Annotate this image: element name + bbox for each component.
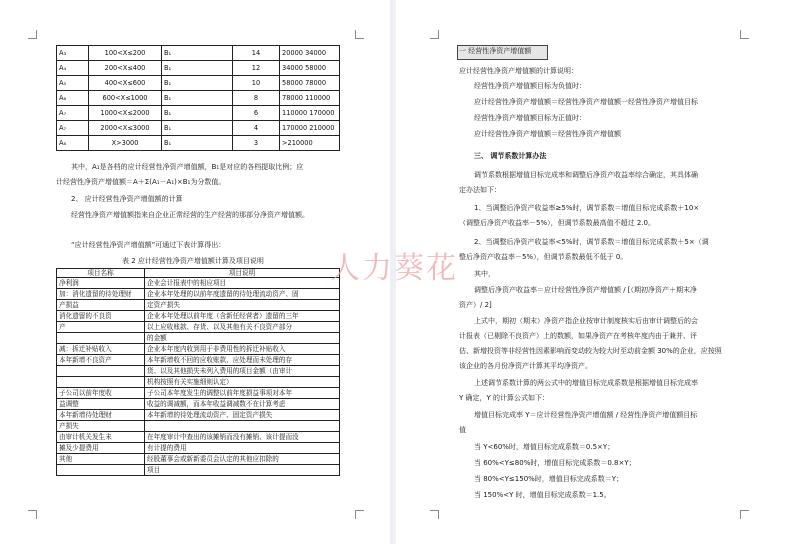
crop-mark [430,30,439,39]
grade-table-cell: B₁ [162,46,233,61]
left-paragraph-1: 其中，A₁是各档的应计经营性净资产增值额，B₁是对应的各档提取比例；应 [71,163,304,171]
grade-table [56,45,340,151]
right-body-line: 调整后净资产收益率＝应计经营性净资产增值额 / [（期初净资产＋期末净 [474,286,698,294]
grade-table-cell: 6 [233,106,280,121]
right-body-line: （调整后净资产收益率－5%），但调节系数最高值不超过 2.0。 [459,219,655,227]
right-line: 应计经营性净资产增值额＝经营性净资产增值额一经营性净资产增值目标 [474,98,698,106]
condition-line: 当 Y<60%时，增值目标完成系数＝0.5×Y； [474,443,615,451]
items-table-row [57,377,340,388]
item-name-cell [57,333,145,344]
items-table-row [57,366,340,377]
item-desc-cell: 机构按照有关实施细则认定） [145,377,340,388]
items-table-row [57,300,340,311]
left-paragraph-3: 经营性净资产增值额指来自企业正常经营的生产经营的那部分净资产增值额。 [71,211,309,219]
grade-table-cell: 400<X≤600 [89,76,162,91]
grade-table-cell: B₁ [162,121,233,136]
items-table-row [57,322,340,333]
items-table-row [57,278,340,289]
right-line: 经营性净资产增值额目标为正值时： [474,114,586,122]
grade-table-cell: A₄ [57,61,89,76]
item-desc-cell: 企业本年处理的以前年度遗留的待处理流动资产、固 [145,289,340,300]
grade-table-row [57,61,340,76]
items-table [56,268,340,476]
condition-line: 当 80%<Y≤150%时，增值目标完成系数＝Y； [474,475,624,483]
item-name-cell: 减：拆迁补贴收入 [57,344,145,355]
right-line: 应计经营性净资产增值额的计算说明： [459,67,578,75]
item-name-cell: 消化遗留的不良资 [57,311,145,322]
item-desc-cell: 经股董事会或新新委员会认定的其他应扣除的 [145,454,340,465]
right-body-line: 调节系数根据增值目标完成率和调整后净资产收益率综合确定，其具体确 [474,171,698,179]
item-name-cell: 净利润 [57,278,145,289]
right-body-line: 2、当调整后净资产收益率<5%时，调节系数＝增值目标完成系数＋5×（调 [474,238,709,246]
right-body-line: 增值目标完成率 Y＝应计经营性净资产增值额 / 经营性净资产增值额目标 [474,411,698,419]
item-name-cell [57,366,145,377]
grade-table-cell: A₅ [57,76,89,91]
item-desc-cell [145,421,340,432]
grade-table-cell: >210000 [280,136,340,151]
grade-table-row [57,76,340,91]
grade-table-cell: 200<X≤400 [89,61,162,76]
crop-mark [355,30,364,39]
left-heading-2: 2、 应计经营性净资产增值额的计算 [71,195,183,203]
grade-table-cell: 600<X≤1000 [89,91,162,106]
grade-table-cell: 8 [233,91,280,106]
item-desc-cell: 定资产损失 [145,300,340,311]
grade-table-cell: 20000 34000 [280,46,340,61]
grade-table-cell: X>3000 [89,136,162,151]
grade-table-cell: 78000 110000 [280,91,340,106]
right-body-line: 定办法如下： [459,186,501,194]
items-table-row [57,333,340,344]
grade-table-cell: 14 [233,46,280,61]
items-table-row [57,399,340,410]
grade-table-row [57,46,340,61]
item-desc-cell: 收益的调减额，而本年收益调减数不在计算考虑 [145,399,340,410]
right-body-line: 资产）/ 2] [459,301,492,309]
grade-table-cell: 10 [233,76,280,91]
right-line: 经营性净资产增值额目标为负值时： [474,82,586,90]
grade-table-cell: 3 [233,136,280,151]
grade-table-cell: 100<X≤200 [89,46,162,61]
right-body-line: 整后净资产收益率－5%），但调节系数最低不低于 0。 [459,253,628,261]
item-name-cell: 子公司以前年度收 [57,388,145,399]
item-name-cell: 由审计机关发生未 [57,432,145,443]
grade-table-cell: 34000 58000 [280,61,340,76]
right-body-line: 估、新增投资等非经营性因素影响而变动较为较大时至动前金额 30%的企业，应按照 [459,347,722,355]
right-line: 应计经营性净资产增值额＝经营性净资产增值额 [474,130,621,138]
right-body-line: 该企业的各月份净资产计算其平均净资产。 [459,362,592,370]
item-desc-cell: 在年度审计中查出的该摊销而没有摊销、该计提而没 [145,432,340,443]
right-body-line: 其中， [474,270,495,278]
items-table-row [57,465,340,476]
item-desc-cell: 本年新增收不回的应收账款、应处理而未处理的存 [145,355,340,366]
item-name-cell: 本年新增不良资产 [57,355,145,366]
left-paragraph-2: 计经营性净资产增值额＝A＋Σ(A₁－A₁)×B₁为分数值。 [56,178,226,186]
items-table-row [57,443,340,454]
item-desc-cell: 有计提的费用 [145,443,340,454]
item-desc-cell: 的金额 [145,333,340,344]
grade-table-cell: A₈ [57,136,89,151]
section-3-heading: 三、 调节系数计算办法 [474,152,547,160]
grade-table-cell: A₇ [57,121,89,136]
crop-mark [740,30,749,39]
item-desc-cell: 企业本年处理以前年度（含新任经营者）遗留的三年 [145,311,340,322]
items-table-row [57,410,340,421]
crop-mark [28,510,37,519]
item-name-cell: 其他 [57,454,145,465]
grade-table-cell: B₁ [162,91,233,106]
grade-table-cell: A₃ [57,46,89,61]
grade-table-row [57,136,340,151]
grade-table-row [57,106,340,121]
crop-mark [355,510,364,519]
items-table-row [57,311,340,322]
item-desc-cell: 项目 [145,465,340,476]
items-table-row [57,432,340,443]
grade-table-cell: A₆ [57,91,89,106]
right-body-line: Y 确定，Y 的计算公式如下： [459,394,550,402]
grade-table-cell: 1000<X≤2000 [89,106,162,121]
condition-line: 当 60%<Y≤80%时，增值目标完成系数＝0.8×Y； [474,459,636,467]
grade-table-cell: A₇ [57,106,89,121]
grade-table-cell: B₁ [162,76,233,91]
right-body-line: 上述调节系数计算的两公式中的增值目标完成系数是根据增值目标完成率 [474,379,698,387]
item-desc-cell: 企业会计报表中的相应项目 [145,278,340,289]
left-paragraph-4: “应计经营性净资产增值额”可通过下表计算得出： [71,241,226,249]
right-body-line: 1、当调整后净资产收益率≥5%时，调节系数＝增值目标完成系数＋10× [474,204,700,212]
watermark-text: 人力葵花 [330,251,458,286]
items-table-row [57,421,340,432]
item-name-cell: 产损失 [57,421,145,432]
grade-table-cell: 170000 210000 [280,121,340,136]
items-table-header-name: 项目名称 [57,269,145,278]
item-name-cell: 产损益 [57,300,145,311]
item-name-cell: 加：消化遗留的待处理财 [57,289,145,300]
crop-mark [740,510,749,519]
right-body-line: 上式中，期初（期末）净资产指企业按审计制度核实后由审计调整后的会 [474,317,698,325]
items-table-row [57,344,340,355]
right-body-line: 值 [459,426,466,434]
items-table-header-desc: 项目说明 [145,269,340,278]
crop-mark [430,510,439,519]
item-desc-cell: 货、以及其他损失未列入费用的项目金额（由审计 [145,366,340,377]
section-heading: 一 经营性净资产增值额 [459,47,532,55]
item-desc-cell: 企业本年度内收到用于非费用性的拆迁补贴收入 [145,344,340,355]
item-name-cell: 产 [57,322,145,333]
grade-table-cell: B₁ [162,136,233,151]
item-name-cell: 益调整 [57,399,145,410]
items-table-row [57,355,340,366]
items-table-row [57,289,340,300]
grade-table-cell: 12 [233,61,280,76]
item-desc-cell: 本年新增的待处理流动资产、固定资产损失 [145,410,340,421]
item-name-cell [57,377,145,388]
condition-line: 当 150%<Y 时，增值目标完成系数＝1.5。 [474,491,611,499]
items-table-row [57,454,340,465]
grade-table-cell: 4 [233,121,280,136]
grade-table-cell: 110000 170000 [280,106,340,121]
item-name-cell [57,465,145,476]
grade-table-cell: 2000<X≤3000 [89,121,162,136]
grade-table-cell: B₁ [162,61,233,76]
item-desc-cell: 子公司本年度发生的调整以前年度损益事项对本年 [145,388,340,399]
grade-table-cell: B₁ [162,106,233,121]
grade-table-row [57,121,340,136]
items-table-row [57,388,340,399]
crop-mark [28,30,37,39]
grade-table-cell: 58000 78000 [280,76,340,91]
item-desc-cell: 以上应收账款、存货、以及其他有关不良资产部分 [145,322,340,333]
table2-caption: 表 2 应计经营性净资产增值额计算及项目说明 [122,257,264,265]
grade-table-row [57,91,340,106]
item-name-cell: 本年新增待处理财 [57,410,145,421]
item-name-cell: 摊及少提费用 [57,443,145,454]
right-body-line: 计报表（已剔除不良资产）上的数额，如果净资产在考核年度内由于兼并、评 [459,332,697,340]
